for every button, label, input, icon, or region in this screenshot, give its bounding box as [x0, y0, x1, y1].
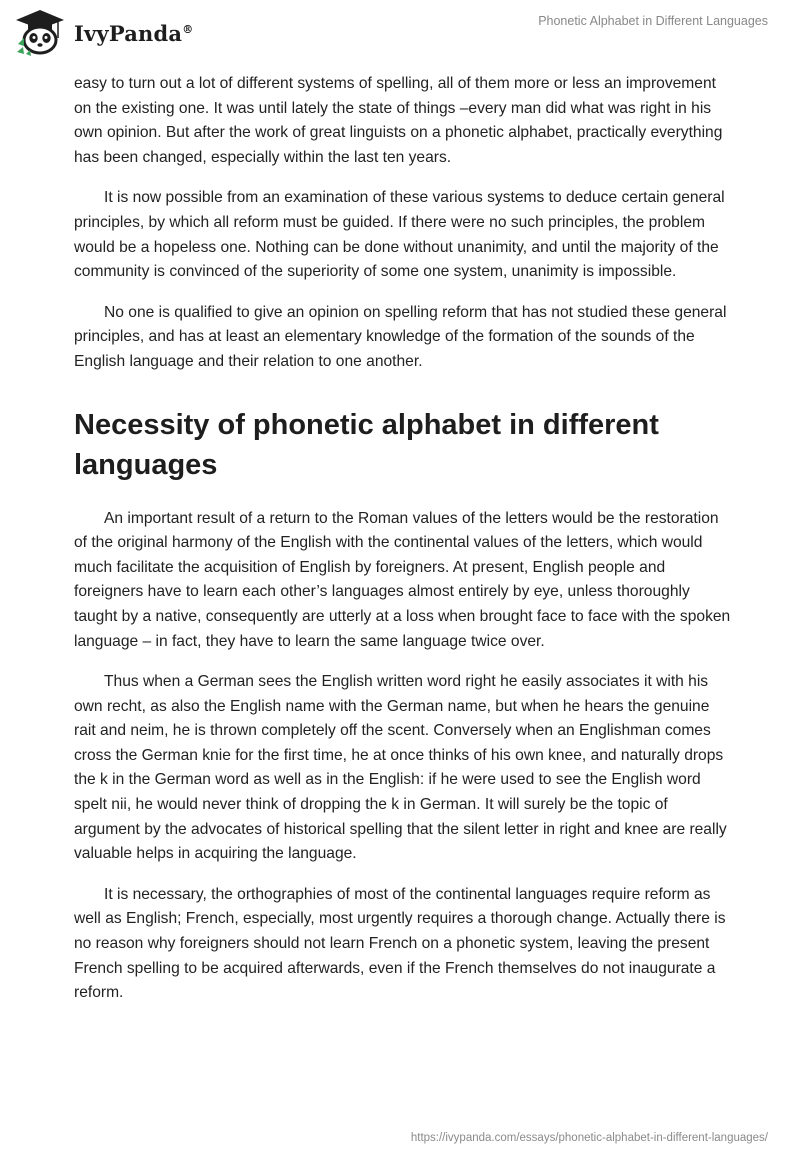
brand-text: IvyPanda	[74, 20, 183, 46]
registered-mark: ®	[182, 22, 194, 36]
paragraph: An important result of a return to the Roman values of the letters would be the restoration of the original harmony of the English with the continental values of the letters, which would much facilitate the acquisition of English by foreigners. At present, English people and foreigners have to learn each other’s languages almost entirely by eye, unless thoroughly taught by a native, consequently are utterly at a loss when brought face to face with the spoken language – in fact, they have to learn the same language twice over.	[74, 509, 731, 650]
paragraph: No one is qualified to give an opinion on spelling reform that has not studied these general principles, and has at least an elementary knowledge of the formation of the sounds of the English language and their relation to one another.	[74, 303, 727, 370]
paragraph: It is necessary, the orthographies of most of the continental languages require reform as well as English; French, especially, most urgently requires a thorough change. Actually there is no reason why foreigners should not learn French on a phonetic system, leaving the present French spelling to be acquired afterwards, even if the French themselves do not inaugurate a reform.	[74, 885, 726, 1002]
paragraph: It is now possible from an examination of these various systems to deduce certain general principles, by which all reform must be guided. If there were no such principles, the problem would be a hopeless one. Nothing can be done without unanimity, and until the majority of the community is convinced of the superiority of some one system, unanimity is impossible.	[74, 189, 725, 281]
essay-body	[74, 72, 734, 1022]
ivypanda-logo[interactable]	[14, 8, 193, 56]
source-url-link[interactable]: https://ivypanda.com/essays/phonetic-alphabet-in-different-languages/	[410, 1132, 768, 1144]
paragraph: easy to turn out a lot of different systems of spelling, all of them more or less an improvement on the existing one. It was until lately the state of things –every man did what was right in his own opinion. But after the work of great linguists on a phonetic alphabet, practically everything has been changed, especially within the last ten years.	[74, 75, 723, 166]
section-heading: Necessity of phonetic alphabet in different languages	[74, 408, 659, 481]
brand-name	[74, 21, 193, 46]
panda-graduation-cap-icon	[14, 8, 66, 56]
paragraph: Thus when a German sees the English written word right he easily associates it with his own recht, as also the English name with the German name, but when he hears the genuine rait and neim, he is thrown completely off the scent. Conversely when an Englishman comes cross the German knie for the first time, he at once thinks of his own knee, and naturally drops the k in the German word as well as in the English: if he were used to see the English word spelt nii, he would never think of dropping the k in German. It will surely be the topic of argument by the advocates of historical spelling that the silent letter in right and knee are really valuable helps in acquiring the language.	[74, 673, 727, 863]
page-header	[0, 0, 800, 70]
document-title: Phonetic Alphabet in Different Languages	[538, 14, 768, 28]
